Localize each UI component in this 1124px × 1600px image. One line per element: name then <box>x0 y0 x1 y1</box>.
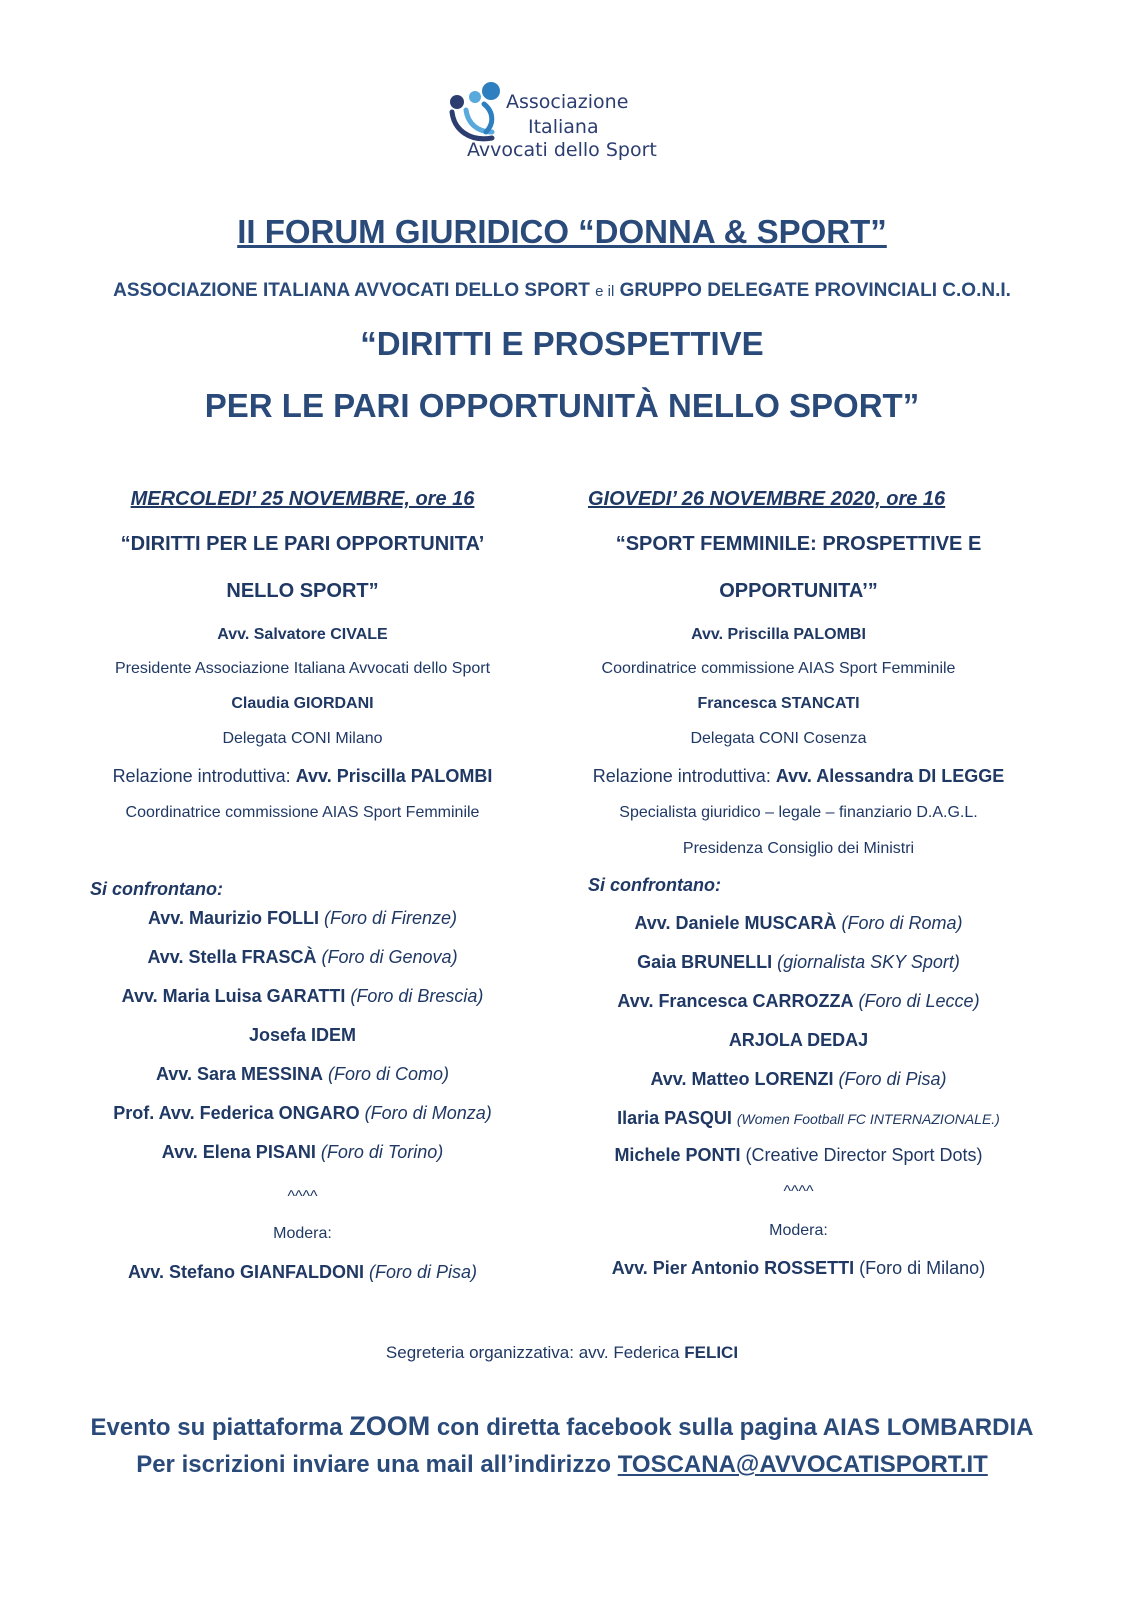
day1-speaker2-role: Delegata CONI Milano <box>222 730 383 747</box>
panel-member: Prof. Avv. Federica ONGARO (Foro di Monza) <box>113 1103 492 1123</box>
day2-date: GIOVEDI’ 26 NOVEMBRE 2020, ore 16 <box>588 488 946 510</box>
day2-intro <box>576 766 1021 787</box>
subtitle-line-2: PER LE PARI OPPORTUNITÀ NELLO SPORT” <box>204 387 920 424</box>
organizer-connector: e il <box>595 283 615 300</box>
day2-intro-name: Avv. Alessandra DI LEGGE <box>775 766 1005 786</box>
day1-moderator <box>70 1262 535 1283</box>
signup-email-link[interactable]: TOSCANA@AVVOCATISPORT.IT <box>617 1451 988 1478</box>
day1-speaker1-name: Avv. Salvatore CIVALE <box>217 626 388 643</box>
panel-member: Avv. Sara MESSINA (Foro di Como) <box>155 1064 450 1084</box>
day2-intro-role-2: Presidenza Consiglio dei Ministri <box>682 840 915 857</box>
day2-moderator-name: Avv. Pier Antonio ROSSETTI <box>611 1258 855 1278</box>
day2-panel <box>576 913 1021 1182</box>
day1-intro <box>70 766 535 787</box>
day2-moderator <box>576 1258 1021 1279</box>
secretary <box>0 1343 1124 1363</box>
day2-intro-role-1: Specialista giuridico – legale – finanziario D.A.G.L. <box>619 804 978 821</box>
panel-member: Gaia BRUNELLI (giornalista SKY Sport) <box>637 952 960 972</box>
day2-speaker1-name: Avv. Priscilla PALOMBI <box>691 626 866 643</box>
day1-separator: ^^^^ <box>287 1188 318 1205</box>
event-pre: Evento su piattaforma <box>90 1414 343 1441</box>
panel-member-ponti: Michele PONTI (Creative Director Sport Dots) <box>614 1145 983 1165</box>
panel-member: Avv. Maurizio FOLLI (Foro di Firenze) <box>147 908 458 928</box>
day2-talk-line-2: OPPORTUNITA’” <box>719 580 878 602</box>
day2-talk-line-1: “SPORT FEMMINILE: PROSPETTIVE E <box>615 533 982 555</box>
secretary-label: Segreteria organizzativa: avv. Federica <box>385 1343 680 1362</box>
panel-member: ARJOLA DEDAJ <box>728 1030 869 1050</box>
event-zoom: ZOOM <box>349 1411 431 1441</box>
day1-speaker1-role: Presidente Associazione Italiana Avvocati dello Sport <box>114 660 491 677</box>
signup-pre: Per iscrizioni inviare una mail all’indirizzo <box>136 1451 612 1478</box>
panel-member-pasqui: Ilaria PASQUI (Women Football FC INTERNAZIONALE.) <box>617 1108 1000 1128</box>
subtitle-line-1: “DIRITTI E PROSPETTIVE <box>360 325 764 362</box>
panel-member: Avv. Stella FRASCÀ (Foro di Genova) <box>147 947 458 967</box>
panel-member: Avv. Maria Luisa GARATTI (Foro di Brescia) <box>121 986 484 1006</box>
day2-speaker2-role: Delegata CONI Cosenza <box>690 730 867 747</box>
organizers <box>0 280 1124 302</box>
day1-speaker2-name: Claudia GIORDANI <box>231 695 374 712</box>
day1-talk-line-2: NELLO SPORT” <box>226 580 379 602</box>
day2-speaker2-name: Francesca STANCATI <box>697 695 860 712</box>
day1-confronto-label: Si confrontano: <box>90 879 223 899</box>
day1-talk-line-1: “DIRITTI PER LE PARI OPPORTUNITA’ <box>120 533 485 555</box>
panel-member: Josefa IDEM <box>248 1025 357 1045</box>
event-info <box>0 1411 1124 1442</box>
day1-moderator-note: (Foro di Pisa) <box>369 1262 478 1282</box>
day1-intro-role: Coordinatrice commissione AIAS Sport Femminile <box>125 804 480 821</box>
day2-moderator-note: (Foro di Milano) <box>859 1258 986 1278</box>
day1-date: MERCOLEDI’ 25 NOVEMBRE, ore 16 <box>130 488 475 510</box>
panel-member: Avv. Matteo LORENZI (Foro di Pisa) <box>650 1069 947 1089</box>
page-title: II FORUM GIURIDICO “DONNA & SPORT” <box>237 213 887 250</box>
organizer-1: ASSOCIAZIONE ITALIANA AVVOCATI DELLO SPORT <box>113 280 590 301</box>
panel-member: Avv. Elena PISANI (Foro di Torino) <box>161 1142 444 1162</box>
day1-moderator-name: Avv. Stefano GIANFALDONI <box>127 1262 364 1282</box>
secretary-name: FELICI <box>684 1343 739 1362</box>
day2-speaker1-role: Coordinatrice commissione AIAS Sport Femminile <box>601 660 956 677</box>
organizer-2: GRUPPO DELEGATE PROVINCIALI C.O.N.I. <box>619 280 1011 301</box>
day2-moderator-label: Modera: <box>769 1222 828 1239</box>
panel-member: Avv. Daniele MUSCARÀ (Foro di Roma) <box>634 913 963 933</box>
day2-confronto-label: Si confrontano: <box>588 875 721 895</box>
signup-info <box>0 1451 1124 1479</box>
event-post: con diretta facebook sulla pagina AIAS LOMBARDIA <box>436 1414 1034 1441</box>
logo-line-2: Italiana <box>528 116 599 138</box>
day1-intro-name: Avv. Priscilla PALOMBI <box>295 766 493 786</box>
logo-line-3: Avvocati dello Sport <box>467 139 657 161</box>
day1-intro-label: Relazione introduttiva: <box>112 766 291 786</box>
day2-separator: ^^^^ <box>783 1183 814 1200</box>
day1-panel <box>70 908 535 1181</box>
day1-moderator-label: Modera: <box>273 1225 332 1242</box>
day2-intro-label: Relazione introduttiva: <box>592 766 771 786</box>
logo-line-1: Associazione <box>506 91 629 113</box>
panel-member: Avv. Francesca CARROZZA (Foro di Lecce) <box>617 991 980 1011</box>
logo <box>448 80 688 166</box>
